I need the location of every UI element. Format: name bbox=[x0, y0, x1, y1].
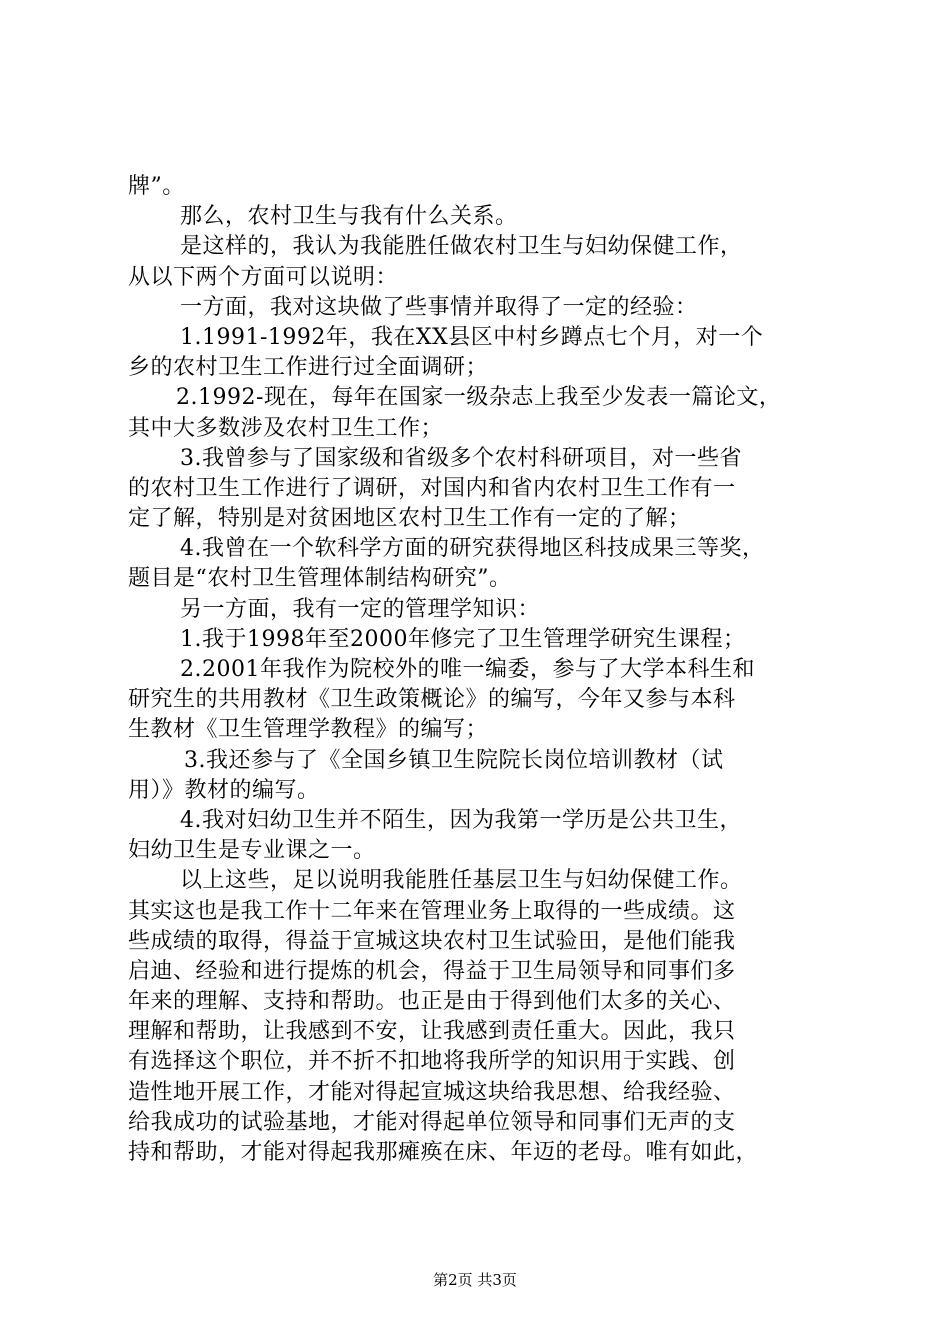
text-line: 其中大多数涉及农村卫生工作； bbox=[128, 415, 444, 441]
text-line: 其实这也是我工作十二年来在管理业务上取得的一些成绩。这 bbox=[128, 898, 736, 924]
text-line: 理解和帮助，让我感到不安，让我感到责任重大。因此，我只 bbox=[128, 1019, 736, 1045]
document-body bbox=[128, 172, 840, 1168]
page-number-label: 第2页 共3页 bbox=[433, 1271, 517, 1289]
text-line: 持和帮助，才能对得起我那瘫痪在床、年迈的老母。唯有如此， bbox=[128, 1140, 759, 1165]
text-line: 以上这些，足以说明我能胜任基层卫生与妇幼保健工作。 bbox=[180, 868, 743, 894]
text-line: 造性地开展工作，才能对得起宣城这块给我思想、给我经验、 bbox=[128, 1079, 736, 1105]
text-line: 1.1991-1992年，我在XX县区中村乡蹲点七个月，对一个 bbox=[180, 324, 764, 350]
text-line: 从以下两个方面可以说明： bbox=[128, 264, 399, 290]
text-line: 2.2001年我作为院校外的唯一编委，参与了大学本科生和 bbox=[180, 657, 755, 682]
text-line: 3.我曾参与了国家级和省级多个农村科研项目，对一些省 bbox=[180, 445, 742, 471]
text-line: 妇幼卫生是专业课之一。 bbox=[128, 838, 376, 864]
text-line: 一方面，我对这块做了些事情并取得了一定的经验： bbox=[180, 294, 698, 320]
text-line: 年来的理解、支持和帮助。也正是由于得到他们太多的关心、 bbox=[128, 989, 736, 1015]
text-line: 4.我对妇幼卫生并不陌生，因为我第一学历是公共卫生， bbox=[180, 807, 742, 833]
text-line: 用）》教材的编写。 bbox=[128, 777, 320, 803]
page-footer bbox=[0, 1270, 950, 1290]
text-line: 有选择这个职位，并不折不扣地将我所学的知识用于实践、创 bbox=[128, 1049, 736, 1075]
text-line: 研究生的共用教材《卫生政策概论》的编写，今年又参与本科 bbox=[128, 687, 736, 713]
text-line: 题目是“农村卫生管理体制结构研究”。 bbox=[128, 566, 512, 592]
text-line: 是这样的，我认为我能胜任做农村卫生与妇幼保健工作， bbox=[180, 234, 743, 260]
text-line: 启迪、经验和进行提炼的机会，得益于卫生局领导和同事们多 bbox=[128, 958, 736, 984]
text-line: 另一方面，我有一定的管理学知识： bbox=[180, 596, 541, 622]
text-line: 1.我于1998年至2000年修完了卫生管理学研究生课程； bbox=[180, 626, 746, 652]
text-line: 3.我还参与了《全国乡镇卫生院院长岗位培训教材（试 bbox=[184, 747, 724, 773]
text-line: 牌”。 bbox=[128, 174, 185, 199]
text-line: 生教材《卫生管理学教程》的编写； bbox=[128, 717, 489, 743]
text-line: 2.1992-现在，每年在国家一级杂志上我至少发表一篇论文， bbox=[176, 385, 782, 411]
text-line: 4.我曾在一个软科学方面的研究获得地区科技成果三等奖， bbox=[180, 536, 765, 562]
text-line: 的农村卫生工作进行了调研，对国内和省内农村卫生工作有一 bbox=[128, 475, 736, 501]
text-line: 定了解，特别是对贫困地区农村卫生工作有一定的了解； bbox=[128, 506, 691, 532]
text-line: 那么，农村卫生与我有什么关系。 bbox=[180, 204, 518, 230]
text-line: 乡的农村卫生工作进行过全面调研； bbox=[128, 355, 489, 381]
text-line: 给我成功的试验基地，才能对得起单位领导和同事们无声的支 bbox=[128, 1109, 736, 1135]
text-line: 些成绩的取得，得益于宣城这块农村卫生试验田，是他们能我 bbox=[128, 928, 736, 954]
